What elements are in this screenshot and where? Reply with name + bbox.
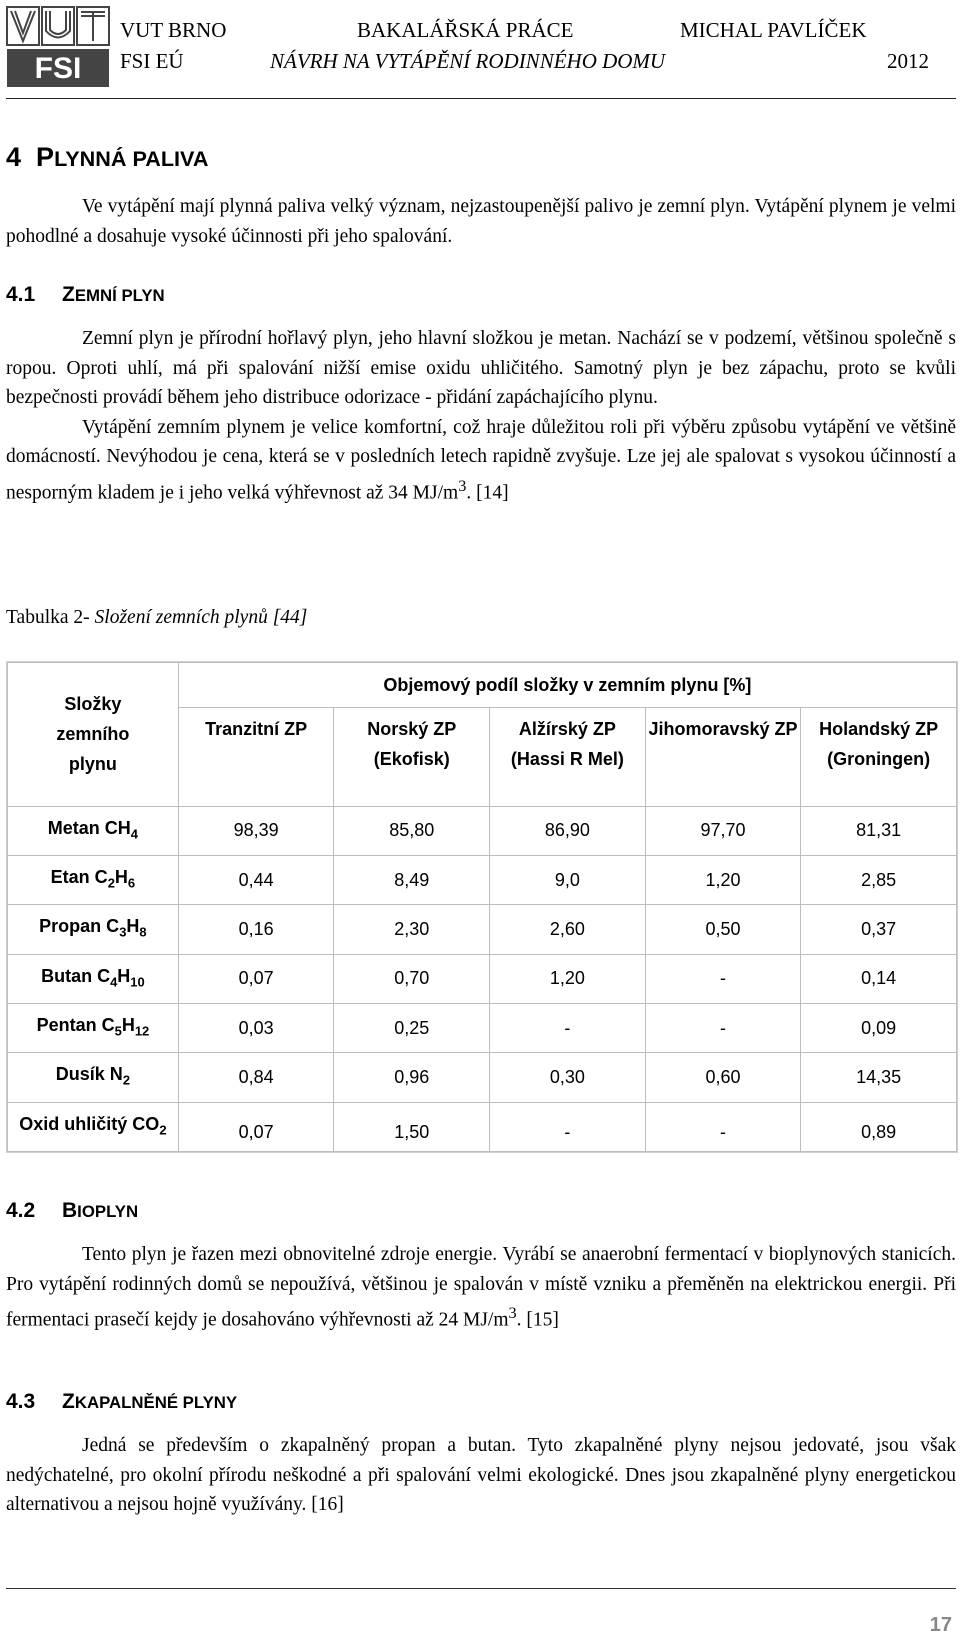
header-thesis-title: NÁVRH NA VYTÁPĚNÍ RODINNÉHO DOMU — [270, 49, 666, 73]
table-cell: - — [645, 954, 801, 1003]
table-cell: 0,03 — [178, 1004, 334, 1053]
table-row-label: Etan $C_2H_6$ — [8, 856, 179, 905]
header-school: VUT BRNO — [120, 18, 227, 42]
table-row-label: Propan $C_3H_8$ — [8, 905, 179, 954]
table-cell: 0,60 — [645, 1053, 801, 1102]
header-year: 2012 — [887, 49, 929, 73]
section-heading-4-3: 4.3 ZKAPALNĚNÉ PLYNY — [6, 1390, 238, 1413]
table-cell: 2,85 — [801, 856, 957, 905]
table-cell: 14,35 — [801, 1053, 957, 1102]
table-row — [8, 954, 957, 1003]
table-cell: 0,07 — [178, 954, 334, 1003]
section-4-1-text: Zemní plyn je přírodní hořlavý plyn, jeho hlavní složkou je metan. Nachází se v podzemí, většinou společně s ropou. Oproti uhlí, má při spalování nižší emise oxidu uhličitého. Samotný plyn je bez zápachu, proto se kvůli bezpečnosti provádí během jeho distribuce odorizace - přidání zapáchajícího plynu. Vytápění zemním plynem je velice komfortní, což hraje důležitou roli při výběru způsobu vytápění ve většině domácností. Nevýhodou je cena, která se v posledních letech rapidně zvyšuje. Lze jej ale spalovat s vysokou účinností a nesporným kladem je i jeho velká výhřevnost až 34 $MJ/m^3$. [14] — [6, 328, 956, 503]
table-row-label: Dusík $N_2$ — [8, 1053, 179, 1102]
table-row — [8, 1053, 957, 1102]
gas-composition-table — [6, 661, 958, 1153]
table-cell: - — [490, 1102, 646, 1151]
table-row-label: Oxid uhličitý $CO_2$ — [8, 1102, 179, 1151]
table-cell: 2,30 — [334, 905, 490, 954]
table-cell: 1,20 — [645, 856, 801, 905]
table-row — [8, 806, 957, 855]
table-cell: 0,25 — [334, 1004, 490, 1053]
table-column-header: Jihomoravský ZP — [645, 708, 801, 806]
footer-divider — [6, 1588, 956, 1589]
header-thesis-type: BAKALÁŘSKÁ PRÁCE — [357, 18, 574, 42]
table-row-label: Pentan $C_5H_{12}$ — [8, 1004, 179, 1053]
table-column-header: Norský ZP (Ekofisk) — [334, 708, 490, 806]
table-cell: 9,0 — [490, 856, 646, 905]
table-column-header: Holandský ZP (Groningen) — [801, 708, 957, 806]
table-cell: 0,89 — [801, 1102, 957, 1151]
table-cell: 0,30 — [490, 1053, 646, 1102]
section-4-3-text: Jedná se především o zkapalněný propan a butan. Tyto zkapalněné plyny nejsou jedovaté, jsou však nedýchatelné, pro okolní přírodu neškodné a při spalování velmi ekologické. Dnes jsou zkapalněné plyny energetickou alternativou a nejsou hojně využívány. [16] — [6, 1435, 956, 1515]
section-heading-4-1: 4.1 ZEMNÍ PLYN — [6, 283, 165, 306]
table-cell: 97,70 — [645, 806, 801, 855]
table-row — [8, 1004, 957, 1053]
table-cell: 86,90 — [490, 806, 646, 855]
table-cell: 0,07 — [178, 1102, 334, 1151]
chapter-heading: 4 PLYNNÁ PALIVA — [6, 142, 209, 172]
chapter-number: 4 — [6, 142, 22, 172]
table-row — [8, 856, 957, 905]
table-row — [8, 905, 957, 954]
table-cell: 0,96 — [334, 1053, 490, 1102]
header-faculty: FSI EÚ — [120, 49, 184, 73]
table-cell: 8,49 — [334, 856, 490, 905]
table-cell: 0,37 — [801, 905, 957, 954]
section-4-2-text: Tento plyn je řazen mezi obnovitelné zdroje energie. Vyrábí se anaerobní fermentací v bioplynových stanicích. Pro vytápění rodinných domů se nepoužívá, většinou je spalován v místě vzniku a přeměněn na elektrickou energii. Při fermentaci prasečí kejdy je dosahováno výhřevnosti až 24 $MJ/m^3$. [15] — [6, 1244, 956, 1331]
header-author: MICHAL PAVLÍČEK — [680, 18, 867, 42]
table-cell: 0,50 — [645, 905, 801, 954]
table-cell: 85,80 — [334, 806, 490, 855]
table-group-header: Objemový podíl složky v zemním plynu [%] — [178, 663, 956, 708]
table-cell: 1,50 — [334, 1102, 490, 1151]
table-column-header: Alžírský ZP (Hassi R Mel) — [490, 708, 646, 806]
page-number: 17 — [929, 1614, 952, 1636]
table-cell: 0,44 — [178, 856, 334, 905]
table-cell: 0,84 — [178, 1053, 334, 1102]
section-heading-4-2: 4.2 BIOPLYN — [6, 1199, 139, 1222]
table-cell: 1,20 — [490, 954, 646, 1003]
table-corner-header: Složky zemního plynu — [8, 663, 179, 807]
university-logo — [6, 6, 110, 88]
table-cell: 98,39 — [178, 806, 334, 855]
table-row — [8, 1102, 957, 1151]
svg-text:FSI: FSI — [34, 52, 82, 85]
header-divider — [6, 98, 956, 99]
table-cell: 0,09 — [801, 1004, 957, 1053]
table-cell: 81,31 — [801, 806, 957, 855]
table-cell: 0,16 — [178, 905, 334, 954]
table-row-label: Metan $CH_4$ — [8, 806, 179, 855]
table-cell: 0,14 — [801, 954, 957, 1003]
table-cell: 2,60 — [490, 905, 646, 954]
table-row-label: Butan $C_4H_{10}$ — [8, 954, 179, 1003]
chapter-intro: Ve vytápění mají plynná paliva velký význam, nejzastoupenější palivo je zemní plyn. Vytápění plynem je velmi pohodlné a dosahuje vysoké účinnosti při jeho spalování. — [6, 196, 956, 247]
table-cell: - — [490, 1004, 646, 1053]
table-caption: Tabulka 2- Složení zemních plynů [44] — [6, 607, 308, 628]
table-column-header: Tranzitní ZP — [178, 708, 334, 806]
table-cell: - — [645, 1004, 801, 1053]
table-cell: 0,70 — [334, 954, 490, 1003]
table-cell: - — [645, 1102, 801, 1151]
